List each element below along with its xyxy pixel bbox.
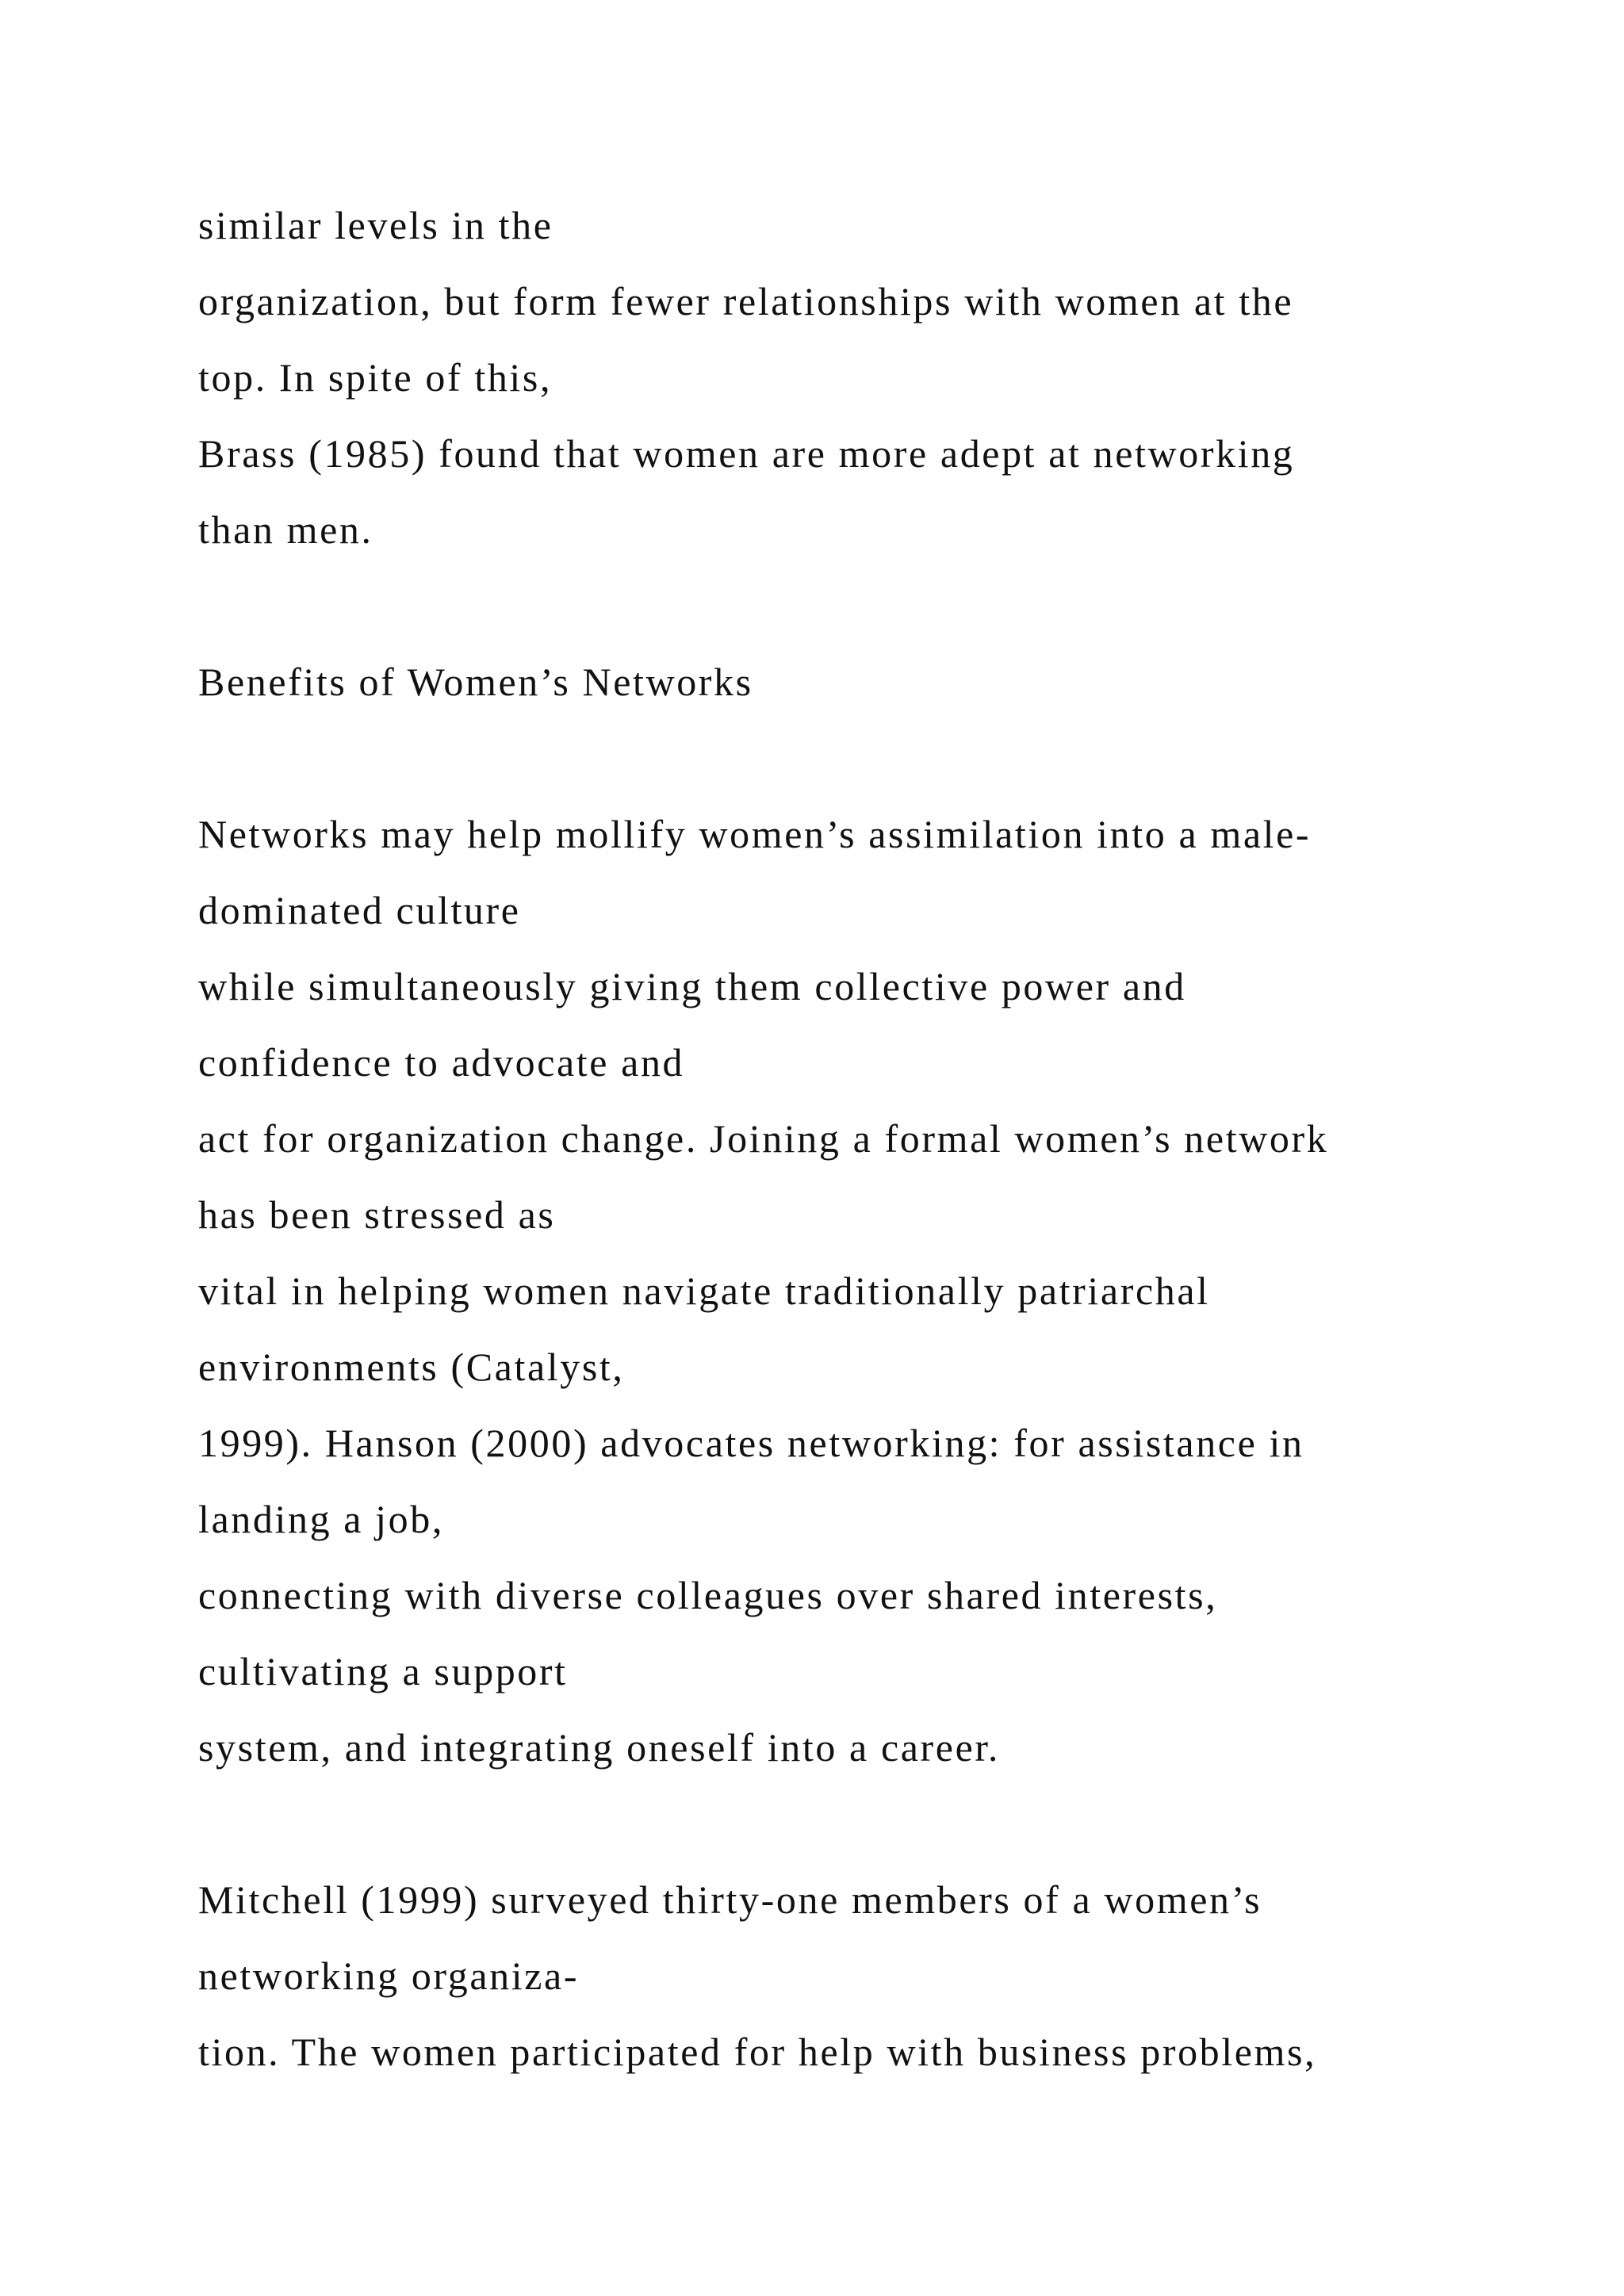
text-line: connecting with diverse colleagues over shared interests, <box>198 1573 1218 1617</box>
text-line: environments (Catalyst, <box>198 1345 625 1389</box>
text-line: similar levels in the <box>198 203 553 247</box>
text-line: cultivating a support <box>198 1649 568 1693</box>
text-line: has been stressed as <box>198 1192 556 1237</box>
document-body <box>198 187 1546 2090</box>
blank-line <box>198 720 1546 796</box>
text-line: organization, but form fewer relationships with women at the <box>198 279 1294 323</box>
text-line: than men. <box>198 507 373 552</box>
text-line: tion. The women participated for help with business problems, <box>198 2030 1317 2074</box>
text-line: act for organization change. Joining a formal women’s network <box>198 1116 1329 1161</box>
text-line: dominated culture <box>198 888 521 932</box>
text-line: networking organiza- <box>198 1954 580 1998</box>
text-line: landing a job, <box>198 1497 444 1541</box>
text-line: confidence to advocate and <box>198 1040 685 1085</box>
text-line: while simultaneously giving them collective power and <box>198 964 1186 1008</box>
text-line: Networks may help mollify women’s assimilation into a male- <box>198 812 1312 856</box>
section-heading: Benefits of Women’s Networks <box>198 660 753 704</box>
text-line: system, and integrating oneself into a career. <box>198 1725 1000 1770</box>
blank-line <box>198 1785 1546 1862</box>
blank-line <box>198 568 1546 644</box>
text-line: Mitchell (1999) surveyed thirty-one members of a women’s <box>198 1877 1262 1922</box>
text-line: vital in helping women navigate traditionally patriarchal <box>198 1269 1210 1313</box>
text-line: Brass (1985) found that women are more adept at networking <box>198 431 1295 476</box>
text-line: top. In spite of this, <box>198 355 553 400</box>
text-line: 1999). Hanson (2000) advocates networking: for assistance in <box>198 1421 1304 1465</box>
